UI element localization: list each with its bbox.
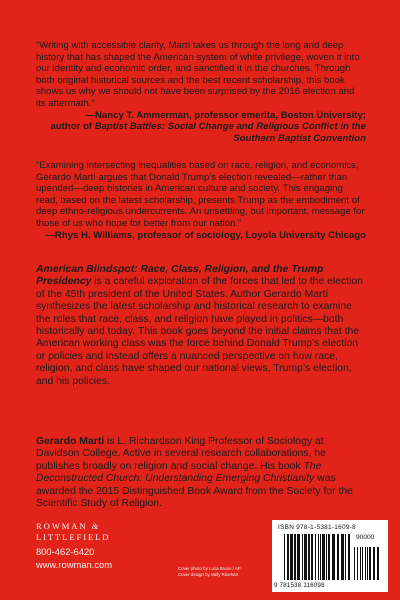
barcode-bar (322, 534, 325, 580)
barcode-bar (318, 534, 319, 580)
barcode-bar (308, 534, 310, 580)
barcode-bar (311, 534, 313, 580)
cover-design-credit: Cover design by Sally Rinehart (178, 572, 239, 578)
endorsement-ammerman (36, 40, 366, 144)
endorsement-text: “Writing with accessible clarity, Martí takes us through the long and deep history that has shaped the American system of white privilege, woven it into our identity and economic order, and sanctified it in the churches. Through both original historical sources and the best recent scholarship, this book shows us why we should not have been surprised by the 2016 election and its aftermath.” (36, 40, 360, 109)
publisher-website: www.rowman.com (36, 559, 113, 570)
attribution-book-title: Baptist Battles: Social Change and Religious Conflict in the Southern Baptist Convention (94, 121, 366, 144)
barcode-bars-main (284, 534, 350, 580)
barcode-digits: 9 781538 116098 (274, 582, 325, 589)
bio-text-2: was awarded the 2015 Distinguished Book Award from the Society for the Scientific Study of Religion. (36, 473, 353, 510)
barcode-bar (365, 547, 366, 580)
publisher-name-line1: ROWMAN (36, 521, 88, 531)
barcode-bar (315, 534, 316, 580)
barcode-bar (297, 534, 300, 580)
barcode-bar (354, 547, 355, 580)
barcode-bar (304, 534, 307, 580)
endorsement-attribution (36, 110, 366, 145)
bio-book-title: The Deconstructed Church: Understanding Emerging Christianity (36, 460, 322, 485)
bio-text-1: is L. Richardson King Professor of Sociology at Davidson College. Active in several research collaborations, he publishes broadly on religion and social change. His book (36, 436, 326, 472)
cover-photo-credit: Cover photo by Luca Bruno / AP (178, 566, 241, 571)
publisher-logo (36, 521, 112, 532)
endorsement-attribution (36, 230, 366, 242)
barcode-bar (332, 534, 335, 580)
barcode-bar (360, 547, 361, 580)
barcode-bar (337, 534, 339, 580)
barcode-bar (348, 534, 350, 580)
barcode-bar (367, 547, 368, 580)
publisher-ampersand: & (91, 521, 99, 531)
barcode-bar (290, 534, 293, 580)
book-description (36, 264, 366, 388)
barcode-bar (302, 534, 303, 580)
barcode-bar (341, 534, 344, 580)
endorsement-williams (36, 160, 366, 241)
attribution-name: —Rhys H. Williams, professor of sociology, Loyola University Chicago (45, 229, 366, 241)
endorsement-text: “Examining intersecting inequalities based on race, religion, and economics, Gerardo Martí argues that Donald Trump’s election revealed—rather than upended—deep histories in American culture and society. This engaging read, based on the latest scholarship, presents Trump as the embodiment of deep ethno-religious undercurrents. An unsettling, but important, message for those of us who hope for better from our nation.” (36, 160, 365, 229)
barcode-bar (320, 534, 321, 580)
isbn-barcode (272, 520, 388, 592)
barcode-bar (294, 534, 296, 580)
barcode-bar (326, 534, 327, 580)
author-name: Gerardo Martí (36, 436, 105, 447)
barcode-bar (362, 547, 363, 580)
publisher-name-line2: LITTLEFIELD (36, 531, 111, 542)
book-title-lead: American Blindspot: Race, Class, Religion, and the Trump Presidency (36, 264, 324, 288)
barcode-bar (287, 534, 289, 580)
barcode-bars-addon (354, 547, 382, 580)
barcode-bar (373, 547, 375, 580)
description-body: is a careful exploration of the forces that led to the election of the 45th president of the United States. Author Gerardo Martí synthesizes the latest scholarship and historical research to examine the roles that race, class, and religion have played in politics—both historically and today. This book goes beyond the initial claims that the American working class was the force behind Donald Trump’s election or policies and instead offers a nuanced perspective on how race, religion, and class have shaped our national views, Trump’s election, and his policies. (36, 276, 363, 387)
barcode-bar (357, 547, 358, 580)
attribution-prefix: author of (50, 121, 95, 133)
barcode-bar (345, 534, 346, 580)
barcode-bar (328, 534, 330, 580)
barcode-addon-number: 90000 (356, 534, 375, 541)
author-bio (36, 436, 366, 510)
isbn-label: ISBN 978-1-5381-1609-8 (278, 524, 357, 531)
publisher-block (36, 521, 112, 570)
attribution-name: —Nancy T. Ammerman, professor emerita, Boston University; (85, 109, 366, 121)
barcode-bar (377, 547, 379, 580)
barcode-bar (284, 534, 285, 580)
publisher-phone: 800-462-6420 (36, 546, 95, 557)
barcode-bar (369, 547, 371, 580)
